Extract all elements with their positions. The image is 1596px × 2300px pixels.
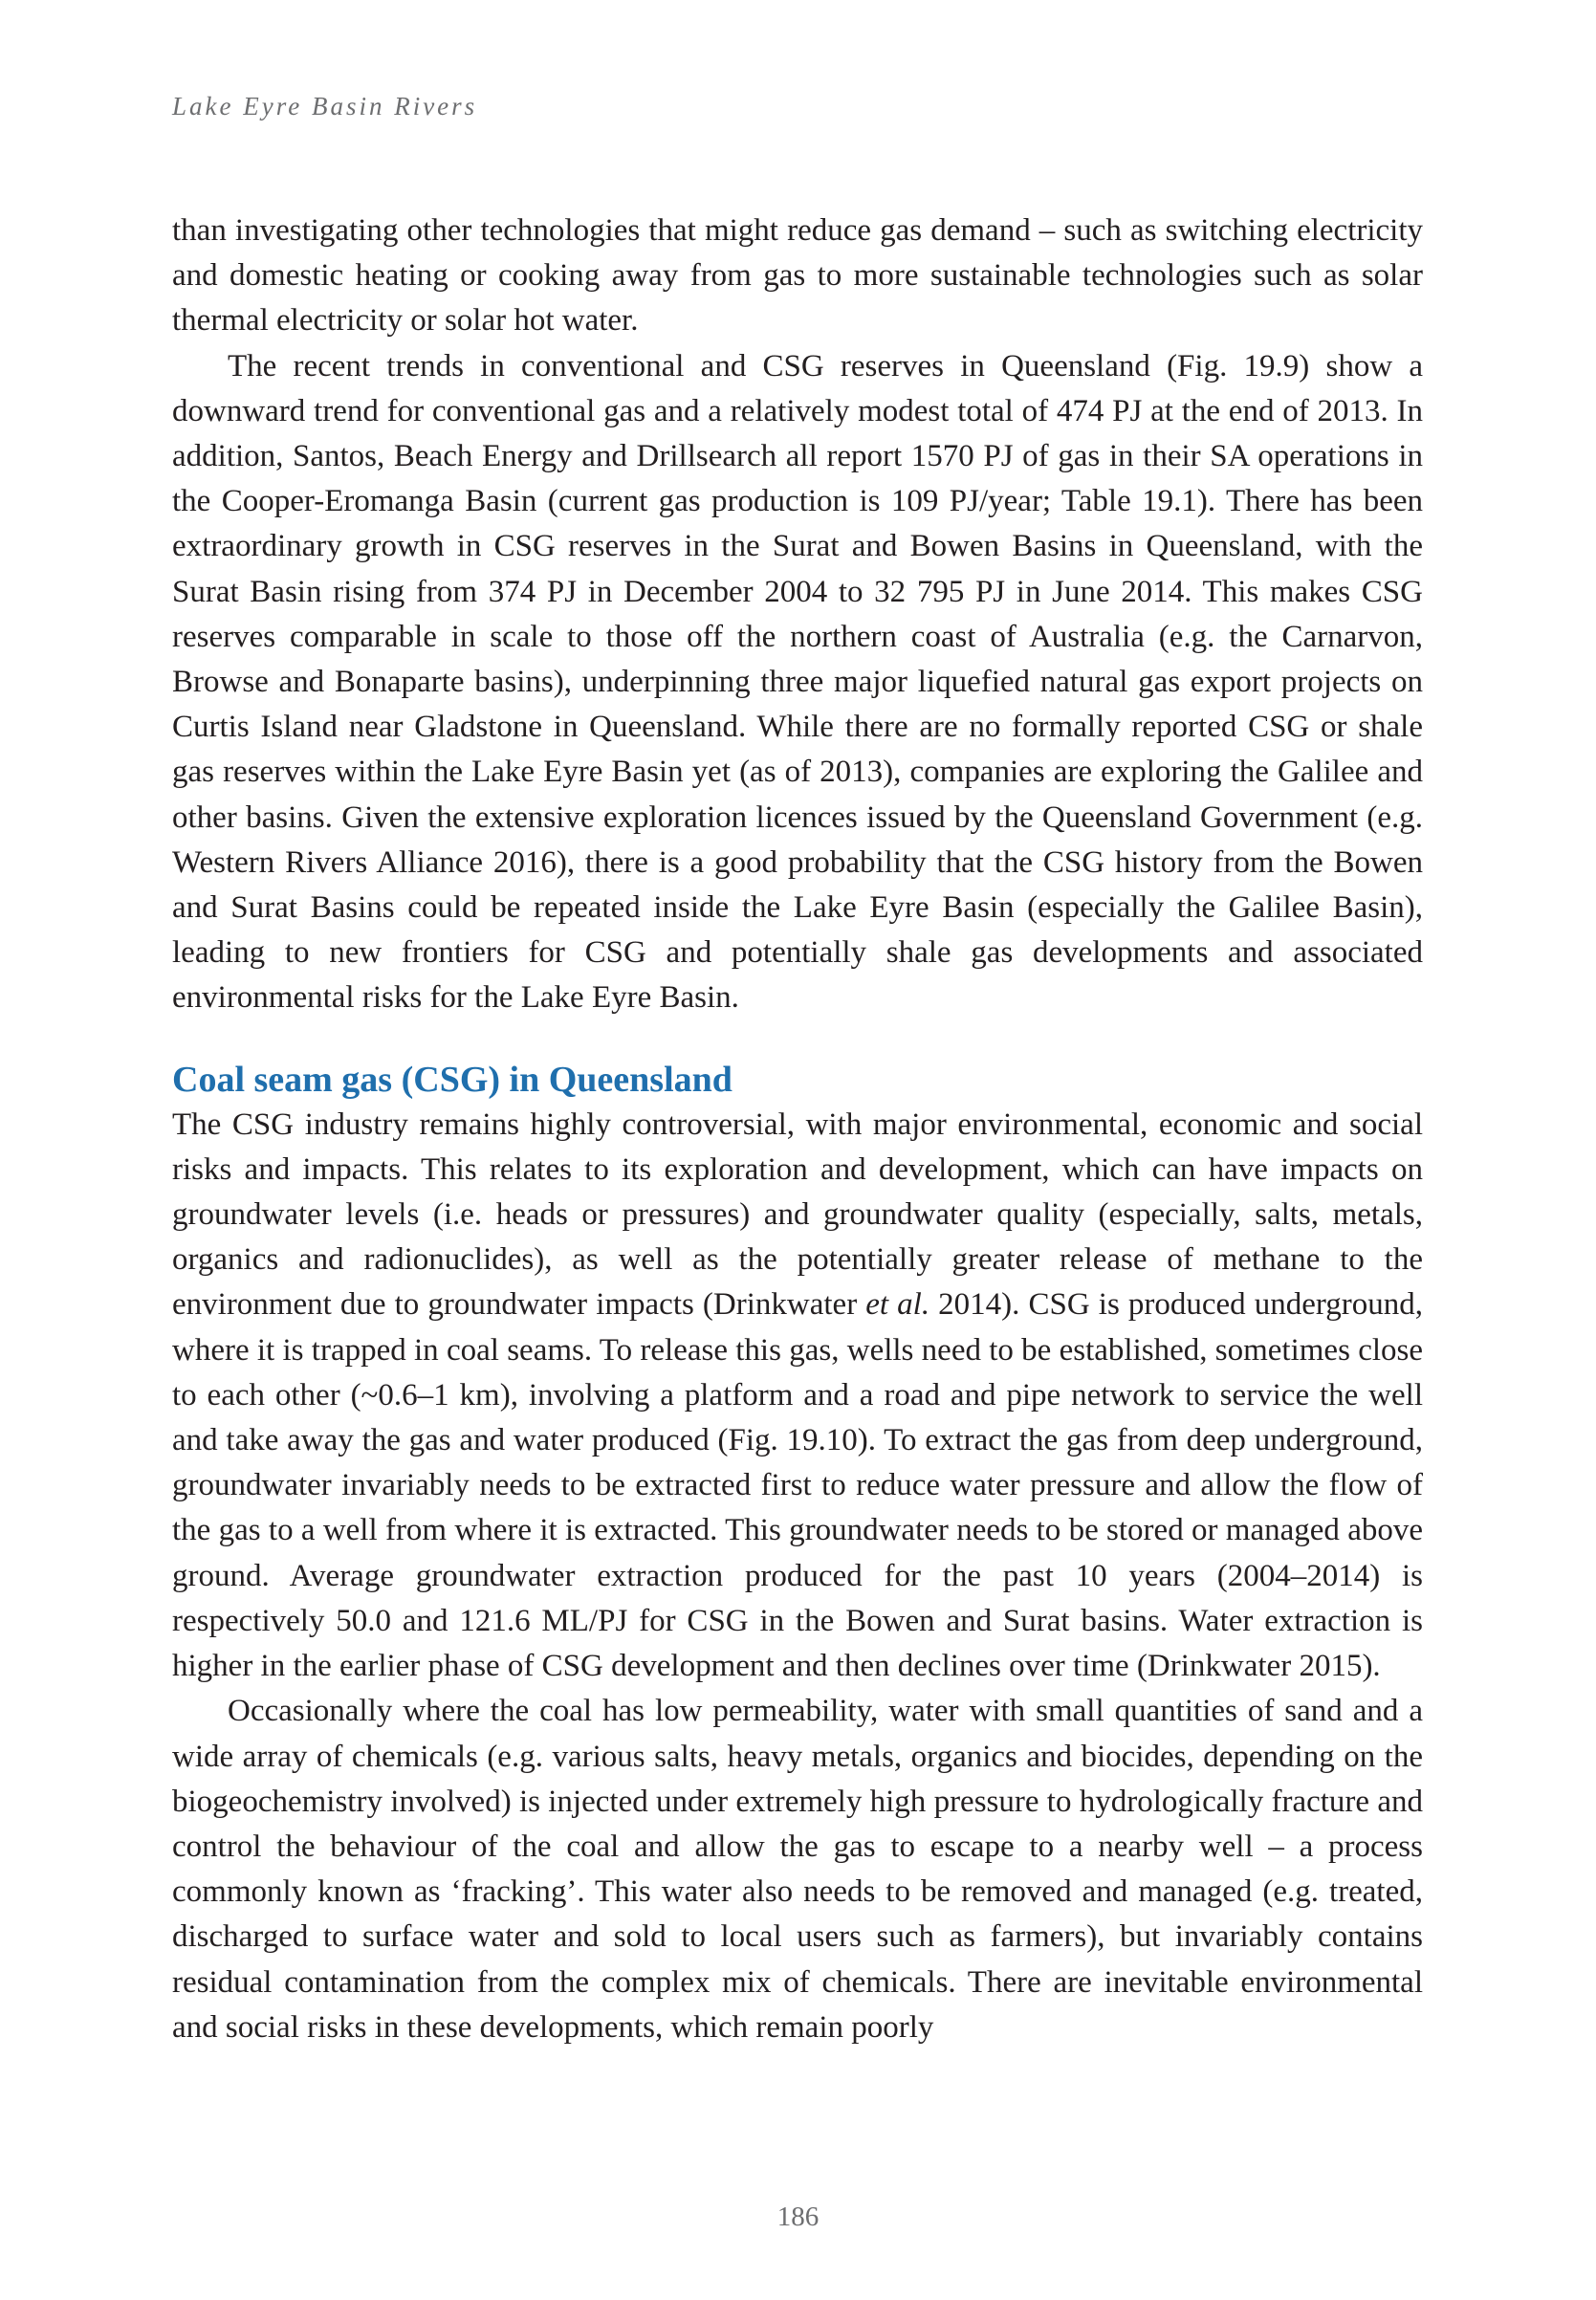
page-number: 186 (776, 2201, 820, 2232)
paragraph-csg-industry (172, 1103, 1423, 1690)
running-head: Lake Eyre Basin Rivers (172, 92, 478, 120)
paragraph-fracking: Occasionally where the coal has low permeability, water with small quantities of sand and a wide array of chemicals (e.g. various salts, heavy metals, organics and biocides, depending on the biogeochemistry involved) is injected under extremely high pressure to hydrologically fracture and control the behaviour of the coal and allow the gas to escape to a nearby well – a process commonly known as ‘fracking’. This water also needs to be removed and managed (e.g. treated, discharged to surface water and sold to local users such as farmers), but invariably contains residual contamination from the complex mix of chemicals. There are inevitable environmental and social risks in these developments, which remain poorly (172, 1694, 1423, 2045)
section-heading: Coal seam gas (CSG) in Queensland (172, 1059, 732, 1100)
page-body (172, 208, 1423, 2050)
paragraph-text-segment: 2014). CSG is produced underground, where it is trapped in coal seams. To release this gas, wells need to be established, sometimes close to each other (~0.6–1 km), involving a platform and a road and pipe network to service the well and take away the gas and water produced (Fig. 19.10). To extract the gas from deep underground, groundwater invariably needs to be extracted first to reduce water pressure and allow the flow of the gas to a well from where it is extracted. This groundwater needs to be stored or managed above ground. Average groundwater extraction produced for the past 10 years (2004–2014) is respectively 50.0 and 121.6 ML/PJ for CSG in the Bowen and Surat basins. Water extraction is higher in the earlier phase of CSG development and then declines over time (Drinkwater 2015). (172, 1287, 1424, 1684)
citation-italic: et al. (865, 1287, 930, 1323)
paragraph-gas-reserves: The recent trends in conventional and CSG reserves in Queensland (Fig. 19.9) show a downward trend for conventional gas and a relatively modest total of 474 PJ at the end of 2013. In addition, Santos, Beach Energy and Drillsearch all report 1570 PJ of gas in their SA operations in the Cooper-Eromanga Basin (current gas production is 109 PJ/year; Table 19.1). There has been extraordinary growth in CSG reserves in the Surat and Bowen Basins in Queensland, with the Surat Basin rising from 374 PJ in December 2004 to 32 795 PJ in June 2014. This makes CSG reserves comparable in scale to those off the northern coast of Australia (e.g. the Carnarvon, Browse and Bonaparte basins), underpinning three major liquefied natural gas export projects on Curtis Island near Gladstone in Queensland. While there are no formally reported CSG or shale gas reserves within the Lake Eyre Basin yet (as of 2013), companies are exploring the Galilee and other basins. Given the extensive exploration licences issued by the Queensland Government (e.g. Western Rivers Alliance 2016), there is a good probability that the CSG history from the Bowen and Surat Basins could be repeated inside the Lake Eyre Basin (especially the Galilee Basin), leading to new frontiers for CSG and potentially shale gas developments and associated environmental risks for the Lake Eyre Basin. (172, 348, 1423, 1016)
paragraph-text-segment: The CSG industry remains highly controversial, with major environmental, economic and social risks and impacts. This relates to its exploration and development, which can have impacts on groundwater levels (i.e. heads or pressures) and groundwater quality (especially, salts, metals, organics and radionuclides), as well as the potentially greater release of methane to the environment due to groundwater impacts (Drinkwater (172, 1106, 1423, 1323)
paragraph-continued: than investigating other technologies that might reduce gas demand – such as switching electricity and domestic heating or cooking away from gas to more sustainable technologies such as solar thermal electricity or solar hot water. (172, 213, 1423, 339)
